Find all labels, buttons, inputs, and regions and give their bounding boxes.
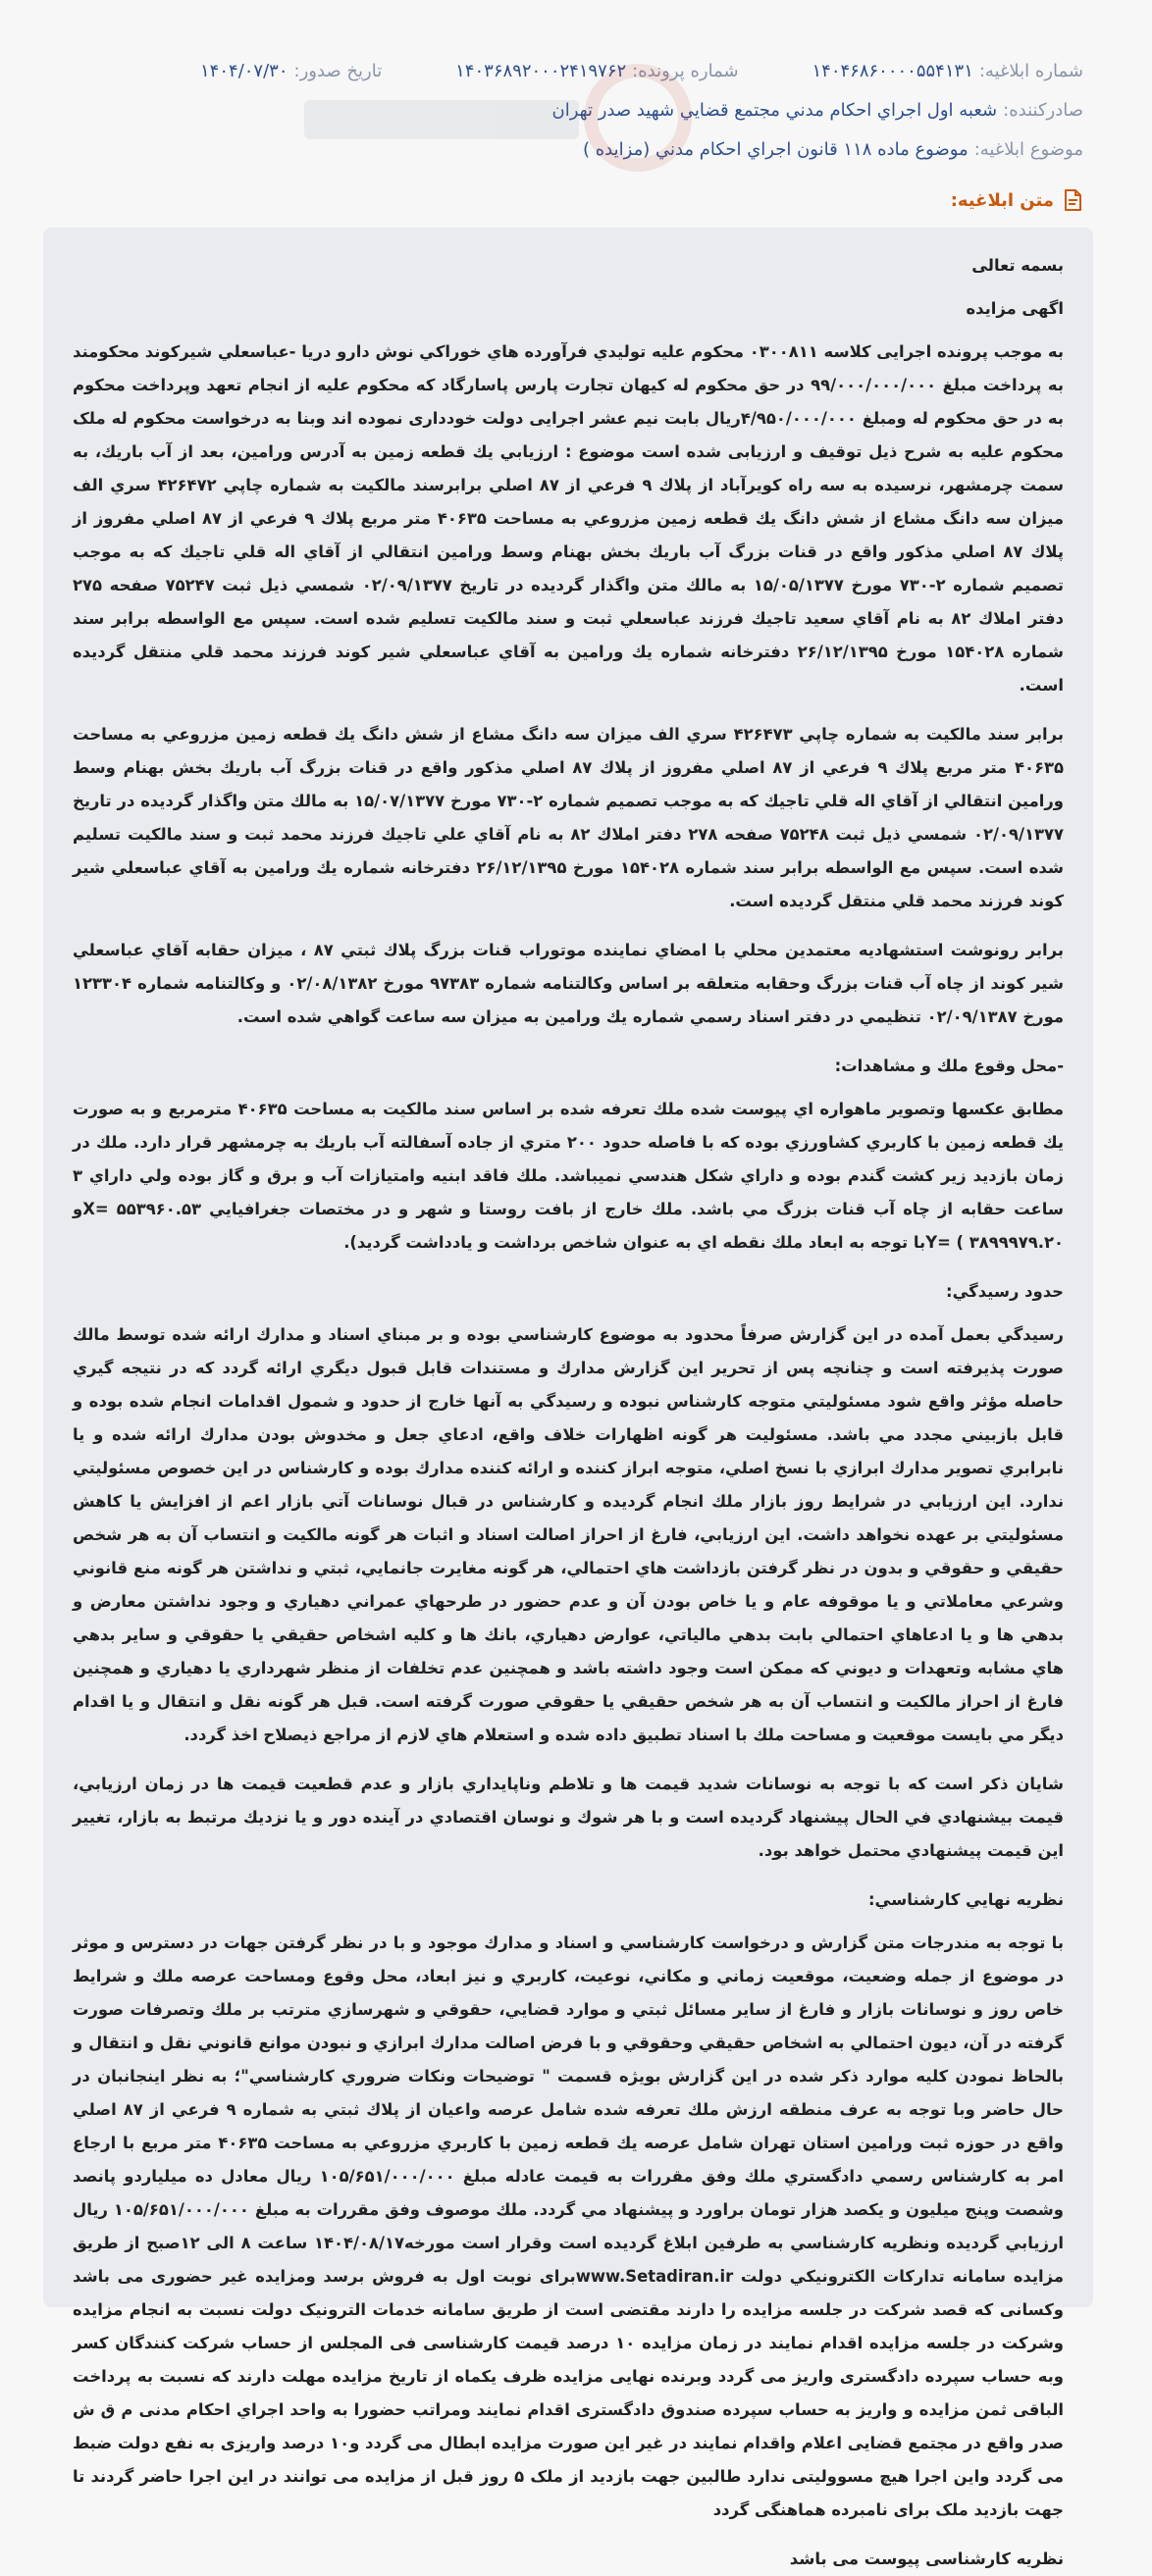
subject-label: موضوع ابلاغیه:: [973, 138, 1083, 160]
body-paragraph: به موجب پرونده اجرايی كلاسه ۰۳۰۰۸۱۱ محكوم عليه توليدي فرآورده هاي خوراكي نوش دارو دريا -عباسعلي شيركوند محكومند به پرداخت مبلغ ۹۹/۰۰۰/۰۰۰/۰۰۰ در حق محكوم له كيهان تجارت پارس پاسارگاد كه محكوم عليه از انجام تعهد وپرداخت محكوم به در حق محكوم له ومبلغ ۴/۹۵۰/۰۰۰/۰۰۰ريال بابت نيم عشر اجرايی دولت خودداری نموده اند وبنا به درخواست محكوم له ملک محكوم عليه به شرح ذيل توقيف و ارزيابی شده است موضوع : ارزيابي يك قطعه زمين به آدرس ورامين، بعد از آب باريك، به سمت چرمشهر، نرسيده به سه راه كويرآباد از پلاك ۹ فرعي از ۸۷ اصلي برابرسند مالكيت به شماره چاپي ۴۲۶۴۷۲ سري الف ميزان سه دانگ مشاع از شش دانگ يك قطعه زمين مزروعي به مساحت ۴۰۶۳۵ متر مربع پلاك ۹ فرعي از ۸۷ اصلي مفروز از پلاك ۸۷ اصلي مذكور واقع در قنات بزرگ آب باريك بخش بهنام وسط ورامين انتقالي از آقاي اله قلي تاجيك كه به موجب تصميم شماره ۲-۷۳۰ مورخ ۱۵/۰۵/۱۳۷۷ به مالك متن واگذار گرديده در تاريخ ۰۲/۰۹/۱۳۷۷ شمسي ذيل ثبت ۷۵۲۴۷ صفحه ۲۷۵ دفتر املاك ۸۲ به نام آقاي سعيد تاجيك فرزند عباسعلي ثبت و سند مالكيت تسليم شده است. سپس مع الواسطه برابر سند شماره ۱۵۴۰۲۸ مورخ ۲۶/۱۲/۱۳۹۵ دفترخانه شماره يك ورامين به آقاي عباسعلي شير كوند فرزند محمد قلي منتقل گرديده است.: [73, 342, 1065, 695]
body-paragraph: شايان ذكر است كه با توجه به نوسانات شديد قيمت ها و تلاطم وناپايداري بازار و عدم قطعيت قيمت ها در زمان ارزيابي، قيمت بيشنهادي في الحال پيشنهاد گرديده است و با هر شوك و نوسان اقتصادي در آينده دور و يا نزديك مرتبط به بازار، تغيير اين قيمت پيشنهادي محتمل خواهد بود.: [73, 1775, 1064, 1860]
issuer-value: شعبه اول اجراي احكام مدني مجتمع قضايي شهيد صدر تهران: [551, 99, 998, 121]
body-paragraph: برابر رونوشت استشهاديه معتمدين محلي با امضاي نماينده موتوراب قنات بزرگ پلاك ثبتي ۸۷ ، ميزان حقابه آقاي عباسعلي شير كوند از چاه آب قنات بزرگ وحقابه متعلقه بر اساس وكالتنامه شماره ۹۷۳۸۳ مورخ ۰۲/۰۸/۱۳۸۲ و وكالتنامه شماره ۱۲۳۳۰۴ مورخ ۰۲/۰۹/۱۳۸۷ تنظيمي در دفتر اسناد رسمي شماره يك ورامين به ميزان سه ساعت گواهي شده است.: [73, 941, 1064, 1026]
body-subheading-location: -محل وقوع ملك و مشاهدات:: [834, 1056, 1064, 1075]
section-title-text: متن ابلاغیه:: [950, 189, 1054, 211]
body-subheading-final-opinion: نظريه نهايي كارشناسي:: [867, 1890, 1064, 1909]
body-paragraph: رسيدگي بعمل آمده در اين گزارش صرفاً محدود به موضوع كارشناسي بوده و بر مبناي اسناد و مدارك ارائه شده توسط مالك صورت پذيرفته است و چنانچه پس از تحرير اين گزارش مدارك و مستندات قابل قبول ديگري ارائه گردد كه در نتيجه گيري حاصله مؤثر واقع شود مسئوليتي متوجه كارشناس نبوده و رسيدگي به آنها خارج از حدود و شمول اقدامات انجام شده بوده و قابل بازبيني مجدد مي باشد. مسئوليت هر گونه اظهارات خلاف واقع، ادعاي جعل و مخدوش بودن مدارك ارائه شده و يا نابرابري تصوير مدارك ابرازي با نسخ اصلي، متوجه ابراز كننده و ارائه كننده مدارك بوده و كارشناس در اين خصوص مسئوليتي ندارد. اين ارزيابي در شرايط روز بازار ملك انجام گرديده و كارشناس در قبال نوسانات آتي بازار اعم از افزايش يا كاهش مسئوليتي بر عهده نخواهد داشت. اين ارزيابي، فارغ از احراز اصالت اسناد و اثبات هر گونه مالكيت و انتساب آن به هر شخص حقيقي و حقوقي و بدون در نظر گرفتن بازداشت هاي احتمالي، هر گونه مغايرت جانمايي، ثبتي و نداشتن هر گونه منع قانوني وشرعي معاملاتي و يا موقوفه عام و يا خاص بودن آن و عدم حضور در طرحهاي عمراني دهياري و وجود نداشتن معارض و بدهي ها و يا ادعاهاي احتمالي بابت بدهي مالياتي، عوارض دهياري، بانك ها و كليه اشخاص حقيقي يا حقوقي و ساير بدهي هاي مشابه وتعهدات و ديوني كه ممكن است وجود داشته باشد و همچنين عدم تخلفات از منظر شهرداري يا دهياري و همچنين فارغ از احراز مالكيت و انتساب آن به هر شخص حقيقي يا حقوقي صورت گرفته است. قبل هر گونه نقل و انتقال و يا اقدام ديگر مي بايست موقعيت و مساحت ملك با اسناد تطبيق داده شده و استعلام هاي لازم از مراجع ذيصلاح اخذ گردد.: [73, 1325, 1064, 1744]
notice-number-value: ۱۴۰۴۶۸۶۰۰۰۰۵۵۴۱۳۱: [812, 60, 973, 81]
notice-number: [812, 61, 1084, 81]
issuer-label: صادرکننده:: [1003, 99, 1083, 121]
meta-row-numbers: [43, 51, 1109, 90]
body-subheading-scope: حدود رسيدگي:: [946, 1282, 1064, 1301]
section-title: [43, 179, 1109, 222]
body-paragraph: با توجه به مندرجات متن گزارش و درخواست كارشناسي و اسناد و مدارك موجود و با در نظر گرفتن جهات در دسترس و موثر در موضوع از جمله وضعيت، موقعيت زماني و مكاني، نوعيت، كاربري و نيز ابعاد، محل وقوع ومساحت عرصه ملك و شرايط خاص روز و نوسانات بازار و فارغ از ساير مسائل ثبتي و موارد قضايي، حقوقي و شهرسازي مترتب بر ملك وتصرفات صورت گرفته در آن، ديون احتمالي به اشخاص حقيقي وحقوقي و با فرض اصالت مدارك ابرازي و نبودن موانع قانوني نقل و انتقال و بالحاظ نمودن كليه موارد ذكر شده در اين گزارش بويژه قسمت " توضيحات ونكات ضروري كارشناسي"؛ به نظر اينجانبان در حال حاضر وبا توجه به عرف منطقه ارزش ملك تعرفه شده شامل عرصه واعيان از پلاك ثبتي به شماره ۹ فرعي از ۸۷ اصلي واقع در حوزه ثبت ورامين استان تهران شامل عرصه يك قطعه زمين با كاربري مزروعي به مساحت ۴۰۶۳۵ متر مربع با ارجاع امر به كارشناس رسمي دادگستري ملك وفق مقررات به قيمت عادله مبلغ ۱۰۵/۶۵۱/۰۰۰/۰۰۰ ريال معادل ده ميلياردو پانصد وشصت وپنج ميليون و يكصد هزار تومان براورد و پيشنهاد مي گردد. ملك موصوف وفق مقررات به مبلغ ۱۰۵/۶۵۱/۰۰۰/۰۰۰ ريال ارزيابي گرديده ونظريه كارشناسي به طرفين ابلاغ گرديده است وقرار است مورخه۱۴۰۴/۰۸/۱۷ ساعت ۸ الی ۱۲صبح از طريق مزايده سامانه تداركات الكترونيكي دولت www.Setadiran.irبرای نوبت اول به فروش برسد ومزايده غير حضوری می باشد وكسانی كه قصد شركت در جلسه مزايده را دارند مقتضی است از طريق سامانه خدمات الترونيک دولت نسبت به انجام مزايده وشركت در جلسه مزايده اقدام نمايند در زمان مزايده ۱۰ درصد قيمت كارشناسی فی المجلس از حساب شركت كنندگان كسر وبه حساب سپرده دادگستری واريز می گردد وبرنده نهايی مزايده ظرف يكماه از تاريخ مزايده مهلت دارند كه نسبت به پرداخت الباقی ثمن مزايده و واريز به حساب سپرده صندوق دادگستری اقدام نمايند ومراتب حضورا به واحد اجراي احكام مدنی م ق ش صدر واقع در مجتمع قضايی اعلام واقدام نمايند در غير اين صورت مزايده ابطال می گردد و۱۰ درصد واريزی به نفع دولت ضبط می گردد واين اجرا هيچ مسووليتی ندارد طالبين جهت بازديد از ملک ۵ روز قبل از مزايده می توانند در اين اجرا حاضر گردند تا جهت بازديد ملک برای نامبرده هماهنگی گردد: [73, 1933, 1065, 2519]
meta-row-issuer: [43, 90, 1109, 129]
meta-row-subject: [43, 129, 1109, 169]
issue-date-value: ۱۴۰۴/۰۷/۳۰: [200, 60, 288, 81]
issue-date-label: تاریخ صدور:: [293, 60, 383, 81]
body-heading-basmala: بسمه تعالی: [971, 256, 1064, 275]
case-number: [455, 61, 738, 81]
subject-value: موضوع ماده ۱۱۸ قانون اجراي احكام مدني (مزايده ): [583, 138, 969, 160]
body-closing: نظريه كارشناسی پيوست می باشد: [789, 2550, 1064, 2568]
case-number-label: شماره پرونده:: [632, 60, 739, 81]
body-paragraph: برابر سند مالكيت به شماره چاپي ۴۲۶۴۷۳ سري الف ميزان سه دانگ مشاع از شش دانگ يك قطعه زمين مزروعي به مساحت ۴۰۶۳۵ متر مربع پلاك ۹ فرعي از ۸۷ اصلي مفروز از پلاك ۸۷ اصلي مذكور واقع در قنات بزرگ آب باريك بخش بهنام وسط ورامين انتقالي از آقاي اله قلي تاجيك كه به موجب تصميم شماره ۲-۷۳۰ مورخ ۱۵/۰۷/۱۳۷۷ به مالك متن واگذار گرديده در تاريخ ۰۲/۰۹/۱۳۷۷ شمسي ذيل ثبت ۷۵۲۴۸ صفحه ۲۷۸ دفتر املاك ۸۲ به نام آقاي علي تاجيك فرزند محمد ثبت و سند مالكيت تسليم شده است. سپس مع الواسطه برابر سند شماره ۱۵۴۰۲۸ مورخ ۲۶/۱۲/۱۳۹۵ دفترخانه شماره يك ورامين به آقاي عباسعلي شير كوند فرزند محمد قلي منتقل گرديده است.: [73, 725, 1064, 910]
body-heading-auction: اگهی مزایده: [966, 299, 1064, 318]
notice-body: [43, 228, 1093, 2568]
case-number-value: ۱۴۰۳۶۸۹۲۰۰۰۲۴۱۹۷۶۲: [455, 60, 627, 81]
document-icon: [1062, 188, 1083, 212]
body-paragraph: مطابق عكسها وتصوير ماهواره اي پيوست شده ملك تعرفه شده بر اساس سند مالكيت به مساحت ۴۰۶۳۵ مترمربع و به صورت يك قطعه زمين با كاربري كشاورزي بوده كه با فاصله حدود ۲۰۰ متري از جاده آسفالته آب باريك به چرمشهر قرار دارد. ملك در زمان بازديد زير كشت گندم بوده و داراي شكل هندسي نميباشد. ملك فاقد ابنيه وامتيازات آب و برق و گاز بوده ولي داراي ۳ ساعت حقابه از چاه آب قنات بزرگ مي باشد. ملك خارج از بافت روستا و شهر و در مختصات جغرافيايي ۵۵۳۹۶۰.۵۳ =Xو ۳۸۹۹۹۷۹.۲۰ ) =Yبا توجه به ابعاد ملك نقطه اي به عنوان شاخص برداشت و يادداشت گرديد).: [73, 1100, 1064, 1252]
notice-number-label: شماره ابلاغیه:: [978, 60, 1083, 81]
issue-date: [200, 61, 382, 81]
